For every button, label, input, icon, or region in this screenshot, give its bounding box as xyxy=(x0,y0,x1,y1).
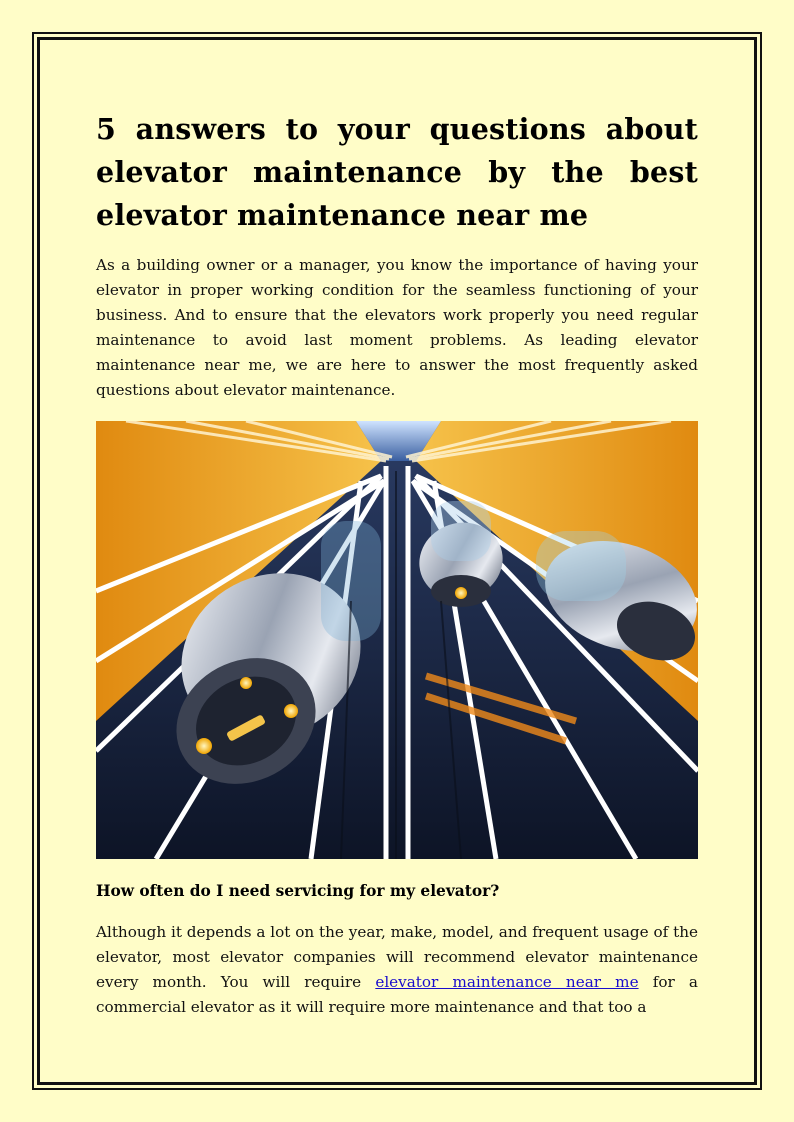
paragraph-text-end: for a commercial elevator as it will require more maintenance and that too a xyxy=(96,973,698,1016)
intro-paragraph: As a building owner or a manager, you know the importance of having your elevator in proper working condition for the seamless functioning of your business. And to ensure that the elevators work properly you need regular maintenance to avoid last moment problems. As leading elevator maintenance near me, we are here to answer the most frequently asked questions about elevator maintenance. xyxy=(96,256,698,399)
elevator-maintenance-link[interactable]: elevator maintenance near me xyxy=(375,973,639,991)
section-paragraph-servicing xyxy=(96,920,698,1020)
article-body xyxy=(96,108,698,1020)
article-title: 5 answers to your questions about elevator maintenance by the best elevator maintenance near me xyxy=(96,112,698,232)
elevator-atrium-photo xyxy=(96,421,698,859)
paragraph-text-start: Although it depends a lot on the year, make, model, and frequent usage of the elevator, most elevator companies will recommend elevator maintenance every month. You will require xyxy=(96,923,698,991)
section-heading-servicing: How often do I need servicing for my elevator? xyxy=(96,882,500,900)
